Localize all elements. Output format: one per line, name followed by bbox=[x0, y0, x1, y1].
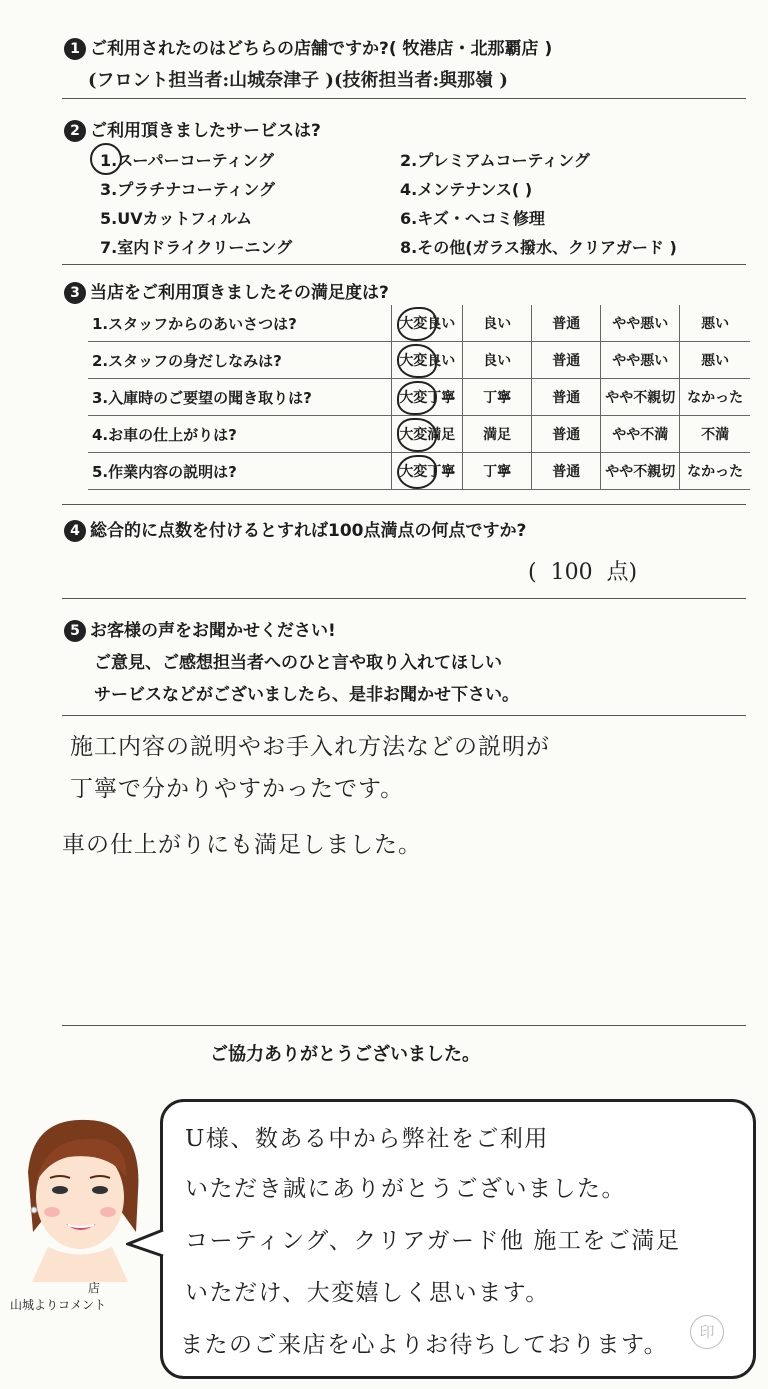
rating-option: 大変丁寧 bbox=[392, 379, 463, 416]
rating-option: 良い bbox=[463, 342, 532, 379]
rating-option: なかった bbox=[680, 453, 750, 490]
customer-comment-line: 施工内容の説明やお手入れ方法などの説明が bbox=[70, 734, 550, 760]
divider bbox=[62, 98, 746, 99]
score-answer: ( 100 点) bbox=[528, 560, 638, 585]
rating-option: なかった bbox=[680, 379, 750, 416]
service-option: 7.室内ドライクリーニング bbox=[100, 238, 293, 257]
service-option: 3.プラチナコーティング bbox=[100, 180, 275, 199]
q4-text: 総合的に点数を付けるとすれば100点満点の何点ですか? bbox=[90, 521, 527, 541]
rating-option: 普通 bbox=[532, 416, 601, 453]
reply-line: いただき誠にありがとうございました。 bbox=[185, 1176, 626, 1202]
rating-option: やや悪い bbox=[601, 305, 680, 342]
satisfaction-question: 3.入庫時のご要望の聞き取りは? bbox=[88, 379, 392, 416]
q2-number-badge: 2 bbox=[64, 120, 86, 142]
rating-option: 良い bbox=[463, 305, 532, 342]
selected-mark-circle bbox=[397, 344, 437, 378]
q4-question bbox=[64, 516, 526, 542]
selected-mark-circle bbox=[397, 307, 437, 341]
rating-option: 不満 bbox=[680, 416, 750, 453]
service-option: 8.その他(ガラス撥水、クリアガード ) bbox=[400, 238, 677, 257]
divider bbox=[62, 504, 746, 505]
reply-line: またのご来店を心よりお待ちしております。 bbox=[180, 1332, 669, 1358]
service-option: 6.キズ・ヘコミ修理 bbox=[400, 209, 545, 228]
q4-number-badge: 4 bbox=[64, 520, 86, 542]
rating-option: 悪い bbox=[680, 305, 750, 342]
service-option: 2.プレミアムコーティング bbox=[400, 151, 590, 170]
divider bbox=[62, 264, 746, 265]
q1-staff-line: (フロント担当者:山城奈津子 )(技術担当者:與那嶺 ) bbox=[88, 70, 508, 91]
q3-text: 当店をご利用頂きましたその満足度は? bbox=[90, 283, 389, 303]
q2-question bbox=[64, 116, 321, 142]
rating-option: 普通 bbox=[532, 305, 601, 342]
service-option: 5.UVカットフィルム bbox=[100, 209, 253, 228]
selected-mark-circle bbox=[397, 381, 437, 415]
satisfaction-question: 5.作業内容の説明は? bbox=[88, 453, 392, 490]
rating-option: 普通 bbox=[532, 379, 601, 416]
customer-comment-line: 丁寧で分かりやすかったです。 bbox=[70, 776, 405, 802]
satisfaction-question: 1.スタッフからのあいさつは? bbox=[88, 305, 392, 342]
customer-comment-line: 車の仕上がりにも満足しました。 bbox=[62, 832, 422, 858]
q5-text: お客様の声をお聞かせください! bbox=[90, 621, 336, 641]
rating-option: 普通 bbox=[532, 453, 601, 490]
q3-question bbox=[64, 278, 389, 304]
rating-option: 普通 bbox=[532, 342, 601, 379]
service-option: 4.メンテナンス( ) bbox=[400, 180, 533, 199]
q3-number-badge: 3 bbox=[64, 282, 86, 304]
rating-option: 大変良い bbox=[392, 305, 463, 342]
satisfaction-question: 2.スタッフの身だしなみは? bbox=[88, 342, 392, 379]
q2-text: ご利用頂きましたサービスは? bbox=[90, 121, 321, 141]
q1-question bbox=[64, 34, 552, 60]
rating-option: 大変満足 bbox=[392, 416, 463, 453]
rating-option: やや不満 bbox=[601, 416, 680, 453]
rating-option: やや不親切 bbox=[601, 379, 680, 416]
rating-option: やや不親切 bbox=[601, 453, 680, 490]
seal-stamp: 印 bbox=[690, 1315, 724, 1349]
rating-option: 悪い bbox=[680, 342, 750, 379]
rating-option: 大変丁寧 bbox=[392, 453, 463, 490]
service-option: 1.スーパーコーティング bbox=[100, 151, 275, 170]
satisfaction-question: 4.お車の仕上がりは? bbox=[88, 416, 392, 453]
q5-subtext: サービスなどがございましたら、是非お聞かせ下さい。 bbox=[94, 685, 519, 705]
q5-question bbox=[64, 616, 336, 642]
q5-subtext: ご意見、ご感想担当者へのひと言や取り入れてほしい bbox=[94, 653, 502, 673]
reply-line: U様、数ある中から弊社をご利用 bbox=[185, 1126, 549, 1152]
rating-option: やや悪い bbox=[601, 342, 680, 379]
selected-mark-circle bbox=[397, 418, 437, 452]
divider bbox=[62, 715, 746, 716]
divider bbox=[62, 598, 746, 599]
q5-number-badge: 5 bbox=[64, 620, 86, 642]
thanks-message: ご協力ありがとうございました。 bbox=[210, 1044, 480, 1065]
rating-option: 大変良い bbox=[392, 342, 463, 379]
rating-option: 丁寧 bbox=[463, 453, 532, 490]
rating-option: 満足 bbox=[463, 416, 532, 453]
q1-text: ご利用されたのはどちらの店舗ですか?( 牧港店・北那覇店 ) bbox=[90, 39, 553, 59]
bubble-tail bbox=[126, 1222, 166, 1262]
divider bbox=[62, 1025, 746, 1026]
selected-mark-circle bbox=[90, 143, 122, 175]
avatar-caption-name: 山城よりコメント bbox=[10, 1298, 107, 1312]
selected-mark-circle bbox=[397, 455, 437, 489]
rating-option: 丁寧 bbox=[463, 379, 532, 416]
q1-number-badge: 1 bbox=[64, 38, 86, 60]
reply-line: コーティング、クリアガード他 施工をご満足 bbox=[185, 1228, 681, 1254]
avatar-caption-store: 店 bbox=[88, 1281, 101, 1295]
reply-line: いただけ、大変嬉しく思います。 bbox=[185, 1280, 550, 1306]
